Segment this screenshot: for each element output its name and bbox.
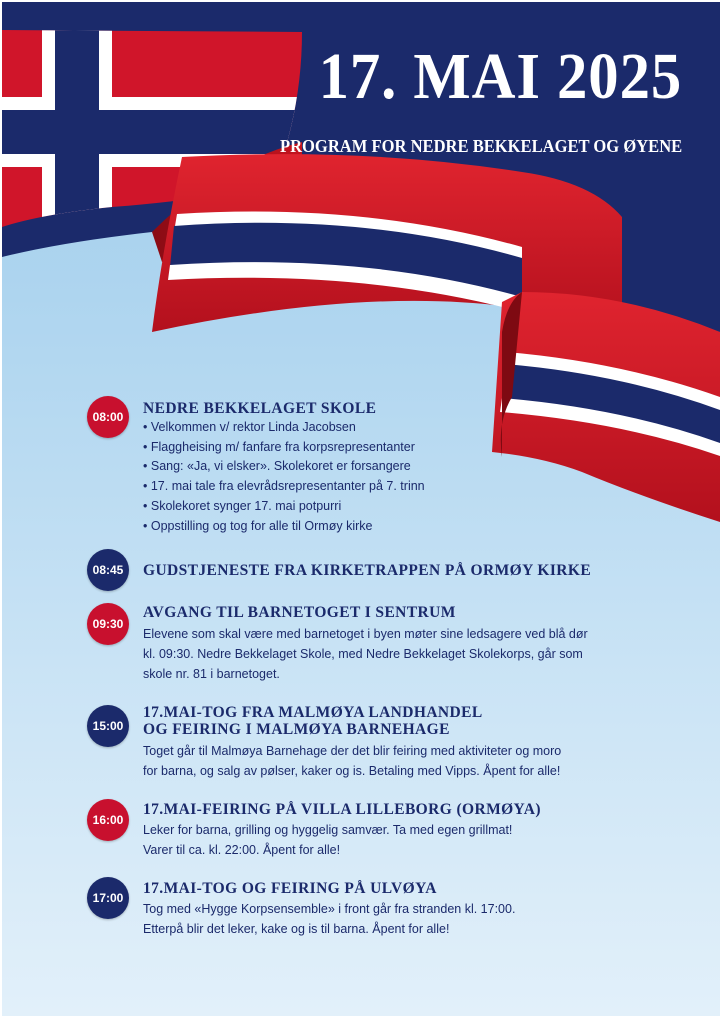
- text-line: skole nr. 81 i barnetoget.: [143, 667, 280, 681]
- event-description: [143, 820, 512, 860]
- list-item: • Flaggheising m/ fanfare fra korpsrepresentanter: [143, 438, 425, 458]
- list-item: • Sang: «Ja, vi elsker». Skolekoret er forsangere: [143, 457, 425, 477]
- title-line: OG FEIRING I MALMØYA BARNEHAGE: [143, 721, 450, 738]
- time-badge: 09:30: [87, 603, 129, 645]
- event-description: [143, 741, 561, 781]
- poster: [2, 2, 720, 1016]
- text-line: Leker for barna, grilling og hyggelig samvær. Ta med egen grillmat!: [143, 823, 513, 837]
- title-line: 17.MAI-TOG FRA MALMØYA LANDHANDEL: [143, 704, 483, 721]
- list-item: • Oppstilling og tog for alle til Ormøy kirke: [143, 517, 425, 537]
- event-title: 17.MAI-FEIRING PÅ VILLA LILLEBORG (ORMØYA): [143, 801, 541, 818]
- time-badge: 15:00: [87, 705, 129, 747]
- event-title: GUDSTJENESTE FRA KIRKETRAPPEN PÅ ORMØY KIRKE: [143, 562, 592, 579]
- time-badge: 17:00: [87, 877, 129, 919]
- event-description: [143, 899, 515, 939]
- time-badge: 08:00: [87, 396, 129, 438]
- list-item: • Skolekoret synger 17. mai potpurri: [143, 497, 425, 517]
- text-line: Varer til ca. kl. 22:00. Åpent for alle!: [143, 843, 341, 857]
- text-line: Etterpå blir det leker, kake og is til barna. Åpent for alle!: [143, 922, 450, 936]
- text-line: Elevene som skal være med barnetoget i byen møter sine ledsagere ved blå dør: [143, 627, 588, 641]
- page-subtitle: PROGRAM FOR NEDRE BEKKELAGET OG ØYENE: [279, 136, 682, 156]
- event-title: AVGANG TIL BARNETOGET I SENTRUM: [143, 604, 456, 621]
- page-title: 17. MAI 2025: [318, 40, 682, 113]
- event-description: [143, 624, 588, 684]
- list-item: • Velkommen v/ rektor Linda Jacobsen: [143, 418, 425, 438]
- event-bullet-list: [143, 418, 425, 536]
- text-line: Tog med «Hygge Korpsensemble» i front går fra stranden kl. 17:00.: [143, 902, 516, 916]
- event-title: 17.MAI-TOG OG FEIRING PÅ ULVØYA: [143, 880, 437, 897]
- text-line: Toget går til Malmøya Barnehage der det blir feiring med aktiviteter og moro: [143, 744, 562, 758]
- time-badge: 16:00: [87, 799, 129, 841]
- time-badge: 08:45: [87, 549, 129, 591]
- event-title: [143, 704, 483, 738]
- text-line: kl. 09:30. Nedre Bekkelaget Skole, med Nedre Bekkelaget Skolekorps, går som: [143, 647, 583, 661]
- list-item: • 17. mai tale fra elevrådsrepresentanter på 7. trinn: [143, 477, 425, 497]
- program-list: [2, 2, 720, 1016]
- text-line: for barna, og salg av pølser, kaker og is. Betaling med Vipps. Åpent for alle!: [143, 764, 561, 778]
- event-title: NEDRE BEKKELAGET SKOLE: [143, 400, 377, 417]
